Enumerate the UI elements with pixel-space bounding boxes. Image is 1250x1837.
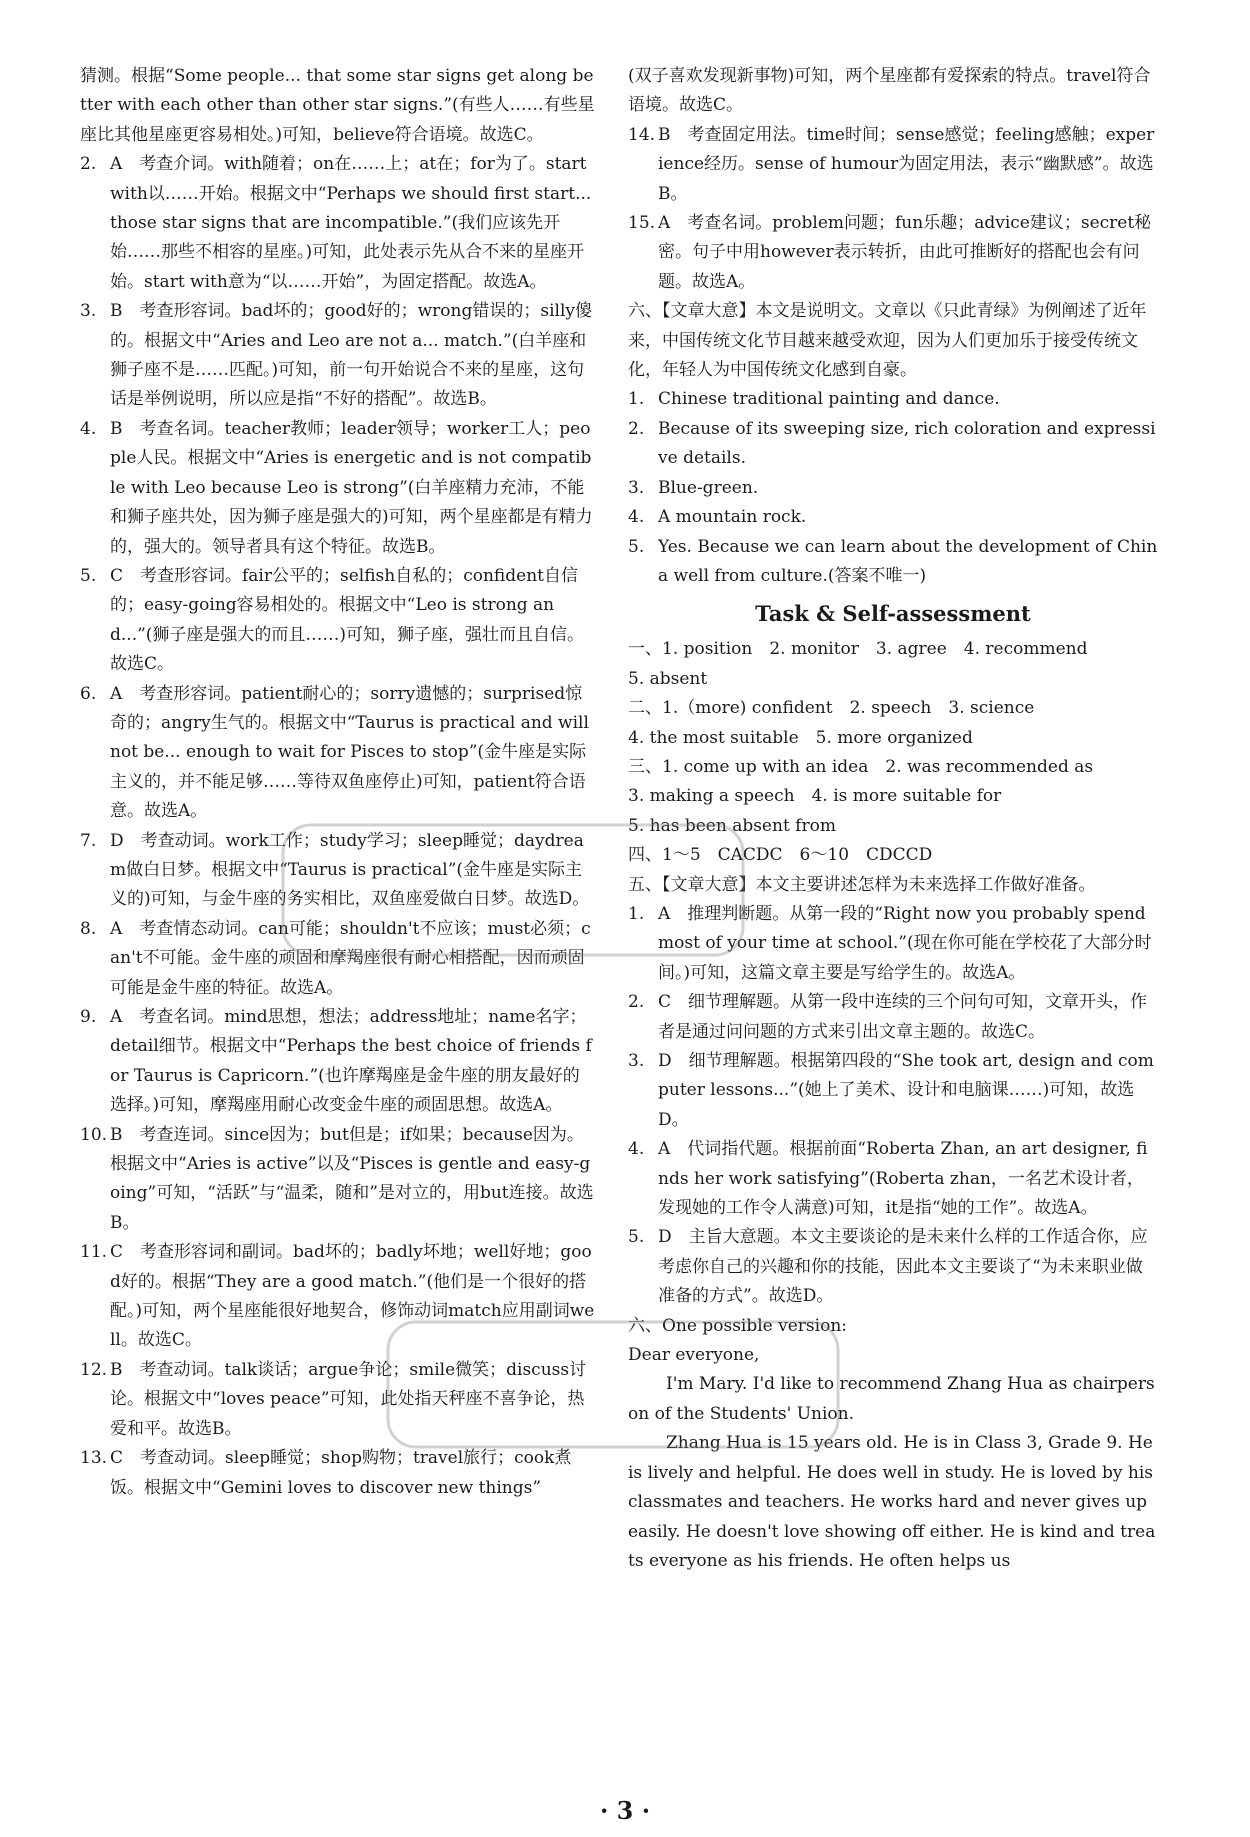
answer-number: 10. <box>80 1124 108 1145</box>
right-column <box>628 62 1158 1576</box>
part4-answers: 四、1～5 CACDC 6～10 CDCCD <box>628 845 933 866</box>
answer-text: C 考查动词。sleep睡觉；shop购物；travel旅行；cook煮饭。根据文中“Gemini loves to discover new things” <box>110 1448 572 1498</box>
part6-answer-list <box>628 385 1158 591</box>
part2-line2: 4. the most suitable 5. more organized <box>628 727 973 748</box>
part3-line2: 3. making a speech 4. is more suitable for <box>628 786 1002 807</box>
answer-item <box>80 415 595 562</box>
letter-paragraph-1: I'm Mary. I'd like to recommend Zhang Hua as chairperson of the Students' Union. <box>628 1374 1155 1424</box>
answer-text: C 考查形容词和副词。bad坏的；badly坏地；well好地；good好的。根据“They are a good match.”(他们是一个很好的搭配。)可知，两个星座能很好地契合，修饰动词match应用副词well。故选C。 <box>110 1242 595 1351</box>
answer-item <box>628 121 1158 209</box>
answer-number: 11. <box>80 1242 108 1263</box>
left-column <box>80 62 595 1503</box>
letter-paragraph-2: Zhang Hua is 15 years old. He is in Class 3, Grade 9. He is lively and helpful. He does well in study. He is loved by his classmates and teachers. He works hard and never gives up easily. He doesn't love showing off either. He is kind and treats everyone as his friends. He often helps us <box>628 1433 1156 1571</box>
answer-item <box>628 900 1158 988</box>
part2-line1: 二、1.（more) confident 2. speech 3. science <box>628 698 1035 719</box>
answer-text: B 考查名词。teacher教师；leader领导；worker工人；people人民。根据文中“Aries is energetic and is not compatible with Leo because Leo is strong”(白羊座精力充沛，不能和狮子座共处，因为狮子座是强大的)可知，两个星座都是有精力的，强大的。领导者具有这个特征。故选B。 <box>110 418 593 557</box>
answer-number: 4. <box>628 1139 645 1160</box>
answer-text: A 考查介词。with随着；on在……上；at在；for为了。start with以……开始。根据文中“Perhaps we should first start... those star signs that are incompatible.”(我们应该先开始……那些不相容的星座。)可知，此处表示先从合不来的星座开始。start with意为“以……开始”，为固定搭配。故选A。 <box>110 154 592 292</box>
answer-number: 15. <box>628 213 656 234</box>
answer-item <box>80 1356 595 1444</box>
answer-item <box>80 1003 595 1121</box>
answer-item <box>628 533 1158 592</box>
left-answer-list <box>80 150 595 1503</box>
page-number: · 3 · <box>599 1796 651 1825</box>
answer-item <box>80 1238 595 1356</box>
answer-number: 4. <box>628 507 645 528</box>
answer-item <box>80 827 595 915</box>
answer-text: A 推理判断题。从第一段的“Right now you probably spend most of your time at school.”(现在你可能在学校花了大部分时间。)可知，这篇文章主要是写给学生的。故选A。 <box>658 903 1152 983</box>
letter-greeting: Dear everyone, <box>628 1345 760 1366</box>
answer-item <box>628 385 1158 414</box>
part3-line3: 5. has been absent from <box>628 815 836 836</box>
answer-item <box>80 915 595 1003</box>
right-continued-paragraph: (双子喜欢发现新事物)可知，两个星座都有爱探索的特点。travel符合语境。故选C。 <box>628 66 1151 116</box>
answer-text: A 考查名词。mind思想，想法；address地址；name名字；detail细节。根据文中“Perhaps the best choice of friends for Taurus is Capricorn.”(也许摩羯座是金牛座的朋友最好的选择。)可知，摩羯座用耐心改变金牛座的顽固思想。故选A。 <box>110 1007 592 1116</box>
answer-item <box>80 1121 595 1239</box>
answer-text: A 考查情态动词。can可能；shouldn't不应该；must必须；can't不可能。金牛座的顽固和摩羯座很有耐心相搭配，因而顽固可能是金牛座的特征。故选A。 <box>110 918 591 998</box>
answer-item <box>80 297 595 415</box>
answer-text: A mountain rock. <box>658 507 807 528</box>
part1-line1: 一、1. position 2. monitor 3. agree 4. recommend <box>628 639 1088 660</box>
answer-number: 3. <box>80 301 97 322</box>
answer-item <box>80 562 595 680</box>
answer-text: A 代词指代题。根据前面“Roberta Zhan, an art designer, finds her work satisfying”(Roberta zhan，一名艺术设计者，发现她的工作令人满意)可知，it是指“她的工作”。故选A。 <box>658 1139 1148 1219</box>
answer-text: Yes. Because we can learn about the development of China well from culture.(答案不唯一) <box>658 536 1158 586</box>
answer-number: 5. <box>80 565 97 586</box>
answer-item <box>628 415 1158 474</box>
answer-text: B 考查连词。since因为；but但是；if如果；because因为。根据文中“Aries is active”以及“Pisces is gentle and easy-going”可知，“活跃”与“温柔，随和”是对立的，用but连接。故选B。 <box>110 1124 594 1233</box>
answer-number: 2. <box>628 418 645 439</box>
answer-item <box>80 150 595 297</box>
answer-number: 3. <box>628 477 645 498</box>
answer-number: 13. <box>80 1448 108 1469</box>
answer-text: C 考查形容词。fair公平的；selfish自私的；confident自信的；easy-going容易相处的。根据文中“Leo is strong and...”(狮子座是强大的而且……)可知，狮子座，强壮而且自信。故选C。 <box>110 565 585 675</box>
answer-item <box>628 1135 1158 1223</box>
part5-summary: 五、【文章大意】本文主要讲述怎样为未来选择工作做好准备。 <box>628 874 1096 895</box>
answer-number: 2. <box>628 992 645 1013</box>
answer-item <box>628 503 1158 532</box>
answer-text: A 考查名词。problem问题；fun乐趣；advice建议；secret秘密。句子中用however表示转折，由此可推断好的搭配也会有问题。故选A。 <box>658 213 1152 292</box>
answer-number: 14. <box>628 124 656 145</box>
answer-item <box>628 209 1158 297</box>
part6-summary: 六、【文章大意】本文是说明文。文章以《只此青绿》为例阐述了近年来，中国传统文化节目越来越受欢迎，因为人们更加乐于接受传统文化，年轻人为中国传统文化感到自豪。 <box>628 301 1147 381</box>
answer-item <box>628 988 1158 1047</box>
answer-text: B 考查动词。talk谈话；argue争论；smile微笑；discuss讨论。根据文中“loves peace”可知，此处指天秤座不喜争论，热爱和平。故选B。 <box>110 1359 587 1439</box>
left-intro-paragraph: 猜测。根据“Some people... that some star signs get along better with each other than other star signs.”(有些人……有些星座比其他星座更容易相处。)可知，believe符合语境。故选C。 <box>80 66 595 145</box>
answer-number: 4. <box>80 418 97 439</box>
answer-number: 5. <box>628 1227 645 1248</box>
answer-list-14-15 <box>628 121 1158 297</box>
answer-number: 2. <box>80 154 97 175</box>
answer-text: Because of its sweeping size, rich coloration and expressive details. <box>658 418 1156 469</box>
part5-answer-list <box>628 900 1158 1312</box>
answer-text: Chinese traditional painting and dance. <box>658 389 1000 410</box>
answer-text: D 主旨大意题。本文主要谈论的是未来什么样的工作适合你，应考虑你自己的兴趣和你的技能，因此本文主要谈了“为未来职业做准备的方式”。故选D。 <box>658 1227 1148 1307</box>
answer-number: 7. <box>80 830 97 851</box>
answer-text: B 考查形容词。bad坏的；good好的；wrong错误的；silly傻的。根据文中“Aries and Leo are not a... match.”(白羊座和狮子座不是……匹配。)可知，前一句开始说合不来的星座，这句话是举例说明，所以应是指“不好的搭配”。故选B。 <box>110 301 593 410</box>
answer-number: 12. <box>80 1359 108 1380</box>
answer-item <box>628 474 1158 503</box>
answer-text: Blue-green. <box>658 477 759 498</box>
answer-text: B 考查固定用法。time时间；sense感觉；feeling感触；experience经历。sense of humour为固定用法，表示“幽默感”。故选B。 <box>658 124 1155 204</box>
section-title: Task & Self-assessment <box>755 601 1031 627</box>
answer-number: 1. <box>628 903 645 924</box>
answer-number: 6. <box>80 683 97 704</box>
answer-number: 1. <box>628 389 645 410</box>
answer-item <box>80 1444 595 1503</box>
answer-number: 5. <box>628 536 645 557</box>
part6-label: 六、One possible version: <box>628 1315 847 1336</box>
answer-number: 3. <box>628 1051 645 1071</box>
answer-number: 9. <box>80 1007 97 1027</box>
answer-text: D 细节理解题。根据第四段的“She took art, design and computer lessons...”(她上了美术、设计和电脑课……)可知，故选D。 <box>658 1051 1154 1130</box>
part3-line1: 三、1. come up with an idea 2. was recommended as <box>628 756 1094 777</box>
answer-item <box>628 1047 1158 1135</box>
answer-text: C 细节理解题。从第一段中连续的三个问句可知，文章开头，作者是通过问问题的方式来引出文章主题的。故选C。 <box>658 992 1148 1042</box>
answer-item <box>80 680 595 827</box>
answer-item <box>628 1223 1158 1311</box>
answer-number: 8. <box>80 918 97 939</box>
part1-line2: 5. absent <box>628 668 708 689</box>
answer-text: D 考查动词。work工作；study学习；sleep睡觉；daydream做白日梦。根据文中“Taurus is practical”(金牛座是实际主义的)可知，与金牛座的务实相比，双鱼座爱做白日梦。故选D。 <box>110 830 590 910</box>
answer-text: A 考查形容词。patient耐心的；sorry遗憾的；surprised惊奇的；angry生气的。根据文中“Taurus is practical and will not be... enough to wait for Pisces to stop”(金牛座是实际主义的，并不能足够……等待双鱼座停止)可知，patient符合语意。故选A。 <box>110 683 589 822</box>
